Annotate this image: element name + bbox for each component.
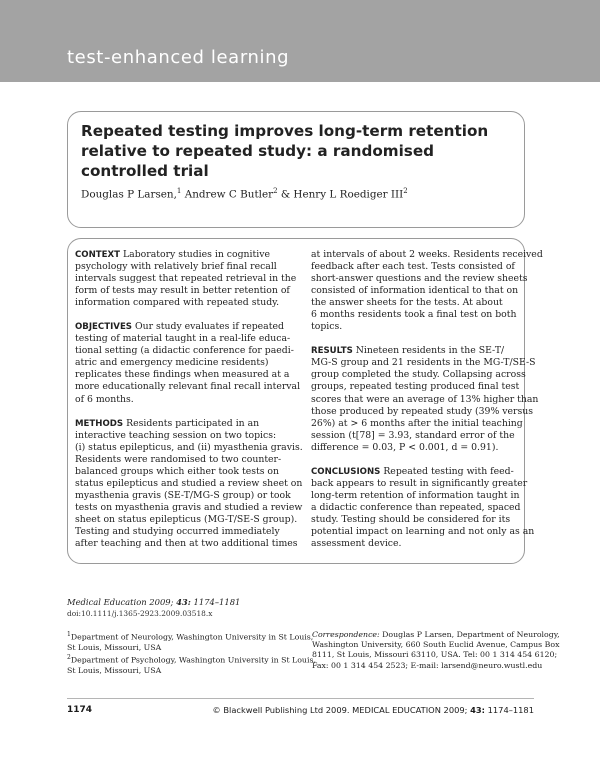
author-affil-mark: 2 <box>403 187 408 195</box>
abstract-line: interactive teaching session on two topics: <box>75 429 277 441</box>
abstract-line: potential impact on learning and not only as an <box>311 525 535 537</box>
abstract-line: those produced by repeated study (39% versus <box>311 405 533 417</box>
abstract-line: tional setting (a didactic conference for paedi- <box>75 345 294 357</box>
abstract-line: Our study evaluates if repeated <box>134 321 284 333</box>
article-title: Repeated testing improves long-term retention relative to repeated study: a randomised controlled trial <box>81 122 489 180</box>
abstract-line: the answer sheets for the tests. At about <box>311 297 503 309</box>
abstract-line: assessment device. <box>311 538 402 550</box>
abstract-methods-continued <box>311 249 543 333</box>
abstract-results <box>311 345 539 453</box>
abstract-line: group completed the study. Collapsing across <box>311 369 526 381</box>
journal-name: Medical Education 2009; <box>67 597 174 607</box>
abstract-line: Repeated testing with feed- <box>383 465 514 477</box>
abstract-line: groups, repeated testing produced final test <box>311 381 520 393</box>
abstract-line: topics. <box>311 321 343 333</box>
copyright-text: © Blackwell Publishing Ltd 2009. MEDICAL EDUCATION 2009; <box>212 705 468 715</box>
affil-line: Department of Neurology, Washington University in St Louis, <box>70 632 314 642</box>
abstract-line: at intervals of about 2 weeks. Residents received <box>311 249 543 260</box>
abstract-line: after teaching and then at two additional times <box>75 538 298 550</box>
author-affil-mark: 1 <box>176 187 182 195</box>
abstract-line: a didactic conference than repeated, spaced <box>311 501 521 513</box>
abstract-line: tests on myasthenia gravis and studied a review <box>75 501 303 513</box>
abstract-line: 26%) at > 6 months after the initial teaching <box>311 417 523 429</box>
correspondence-line: Washington University, 660 South Euclid Avenue, Campus Box <box>312 640 560 650</box>
affil-line: Department of Psychology, Washington University in St Louis, <box>70 655 316 665</box>
affiliations <box>67 630 316 676</box>
abstract-line: atric and emergency medicine residents) <box>75 357 269 369</box>
author-separator: & <box>277 188 294 201</box>
abstract-heading: RESULTS <box>311 346 353 357</box>
correspondence-line: Fax: 00 1 314 454 2523; E-mail: larsend@neuro.wustl.edu <box>312 660 543 670</box>
journal-pages: 1174–1181 <box>193 597 241 607</box>
author-name: Andrew C Butler <box>184 188 274 201</box>
abstract-line: study. Testing should be considered for its <box>311 513 511 525</box>
page-number: 1174 <box>67 705 93 715</box>
abstract-line: back appears to result in significantly greater <box>311 477 528 489</box>
correspondence-label: Correspondence: <box>312 630 380 639</box>
abstract-line: difference = 0.03, P < 0.001, d = 0.91). <box>311 441 499 453</box>
abstract-line: consisted of information identical to that on <box>311 285 519 297</box>
abstract-heading: OBJECTIVES <box>75 322 133 333</box>
abstract-line: Laboratory studies in cognitive <box>123 249 270 260</box>
copyright-line <box>212 705 534 715</box>
abstract-line: testing of material taught in a real-life educa- <box>75 333 291 345</box>
journal-citation <box>67 597 240 607</box>
abstract-line: Residents participated in an <box>126 417 260 429</box>
abstract-line: 6 months residents took a final test on both <box>311 309 517 321</box>
author-list <box>81 187 408 200</box>
abstract-line: information compared with repeated study. <box>75 297 280 309</box>
abstract-line: intervals suggest that repeated retrieval in the <box>75 273 297 285</box>
footer-divider <box>67 698 534 699</box>
abstract-line: balanced groups which either took tests on <box>75 465 280 477</box>
abstract-line: MG-S group and 21 residents in the MG-T/SE-S <box>311 357 536 369</box>
doi: doi:10.1111/j.1365-2923.2009.03518.x <box>67 609 213 618</box>
abstract-heading: CONCLUSIONS <box>311 466 381 477</box>
abstract-line: Testing and studying occurred immediately <box>75 525 280 537</box>
abstract-line: Nineteen residents in the SE-T/ <box>355 345 505 357</box>
abstract-line: long-term retention of information taught in <box>311 489 520 501</box>
journal-volume: 43: <box>176 597 191 607</box>
section-label: test-enhanced learning <box>67 47 290 68</box>
abstract-line: replicates these findings when measured at a <box>75 369 290 381</box>
copyright-volume: 43: <box>470 705 485 715</box>
abstract-line: scores that were an average of 13% higher than <box>311 393 539 405</box>
abstract-context <box>75 249 297 309</box>
abstract-line: short-answer questions and the review sheets <box>311 273 528 285</box>
affil-line: St Louis, Missouri, USA <box>67 642 162 652</box>
abstract-line: psychology with relatively brief final recall <box>75 261 277 273</box>
abstract-heading: CONTEXT <box>75 250 121 260</box>
abstract-line: form of tests may result in better retention of <box>75 285 290 297</box>
abstract-line: myasthenia gravis (SE-T/MG-S group) or took <box>75 489 291 501</box>
abstract-objectives <box>75 321 301 405</box>
author-name: Douglas P Larsen, <box>81 188 177 201</box>
abstract-line: feedback after each test. Tests consisted of <box>311 261 515 273</box>
abstract-line: more educationally relevant final recall interval <box>75 381 301 393</box>
correspondence-line: Douglas P Larsen, Department of Neurology, <box>382 630 560 639</box>
author-affil-mark: 2 <box>273 187 278 195</box>
abstract-heading: METHODS <box>75 418 124 429</box>
copyright-pages: 1174–1181 <box>487 705 534 715</box>
abstract-line: session (t[78] = 3.93, standard error of the <box>311 429 515 441</box>
abstract-line: of 6 months. <box>75 393 134 405</box>
affil-mark: 2 <box>67 654 71 661</box>
abstract-line: status epilepticus and studied a review sheet on <box>75 477 303 489</box>
correspondence <box>312 630 560 671</box>
affil-mark: 1 <box>67 631 71 638</box>
correspondence-line: 8111, St Louis, Missouri 63110, USA. Tel: 00 1 314 454 6120; <box>312 650 558 660</box>
author-name: Henry L Roediger III <box>293 188 404 201</box>
abstract-column-right <box>311 249 543 562</box>
abstract-line: (i) status epilepticus, and (ii) myasthenia gravis. <box>75 441 303 453</box>
abstract-line: Residents were randomised to two counter- <box>75 453 282 465</box>
abstract-conclusions <box>311 465 535 550</box>
affil-line: St Louis, Missouri, USA <box>67 665 162 675</box>
abstract-line: sheet on status epilepticus (MG-T/SE-S group). <box>75 513 298 525</box>
section-banner <box>0 0 600 82</box>
abstract-column-left <box>75 249 303 562</box>
abstract-methods <box>75 417 303 551</box>
